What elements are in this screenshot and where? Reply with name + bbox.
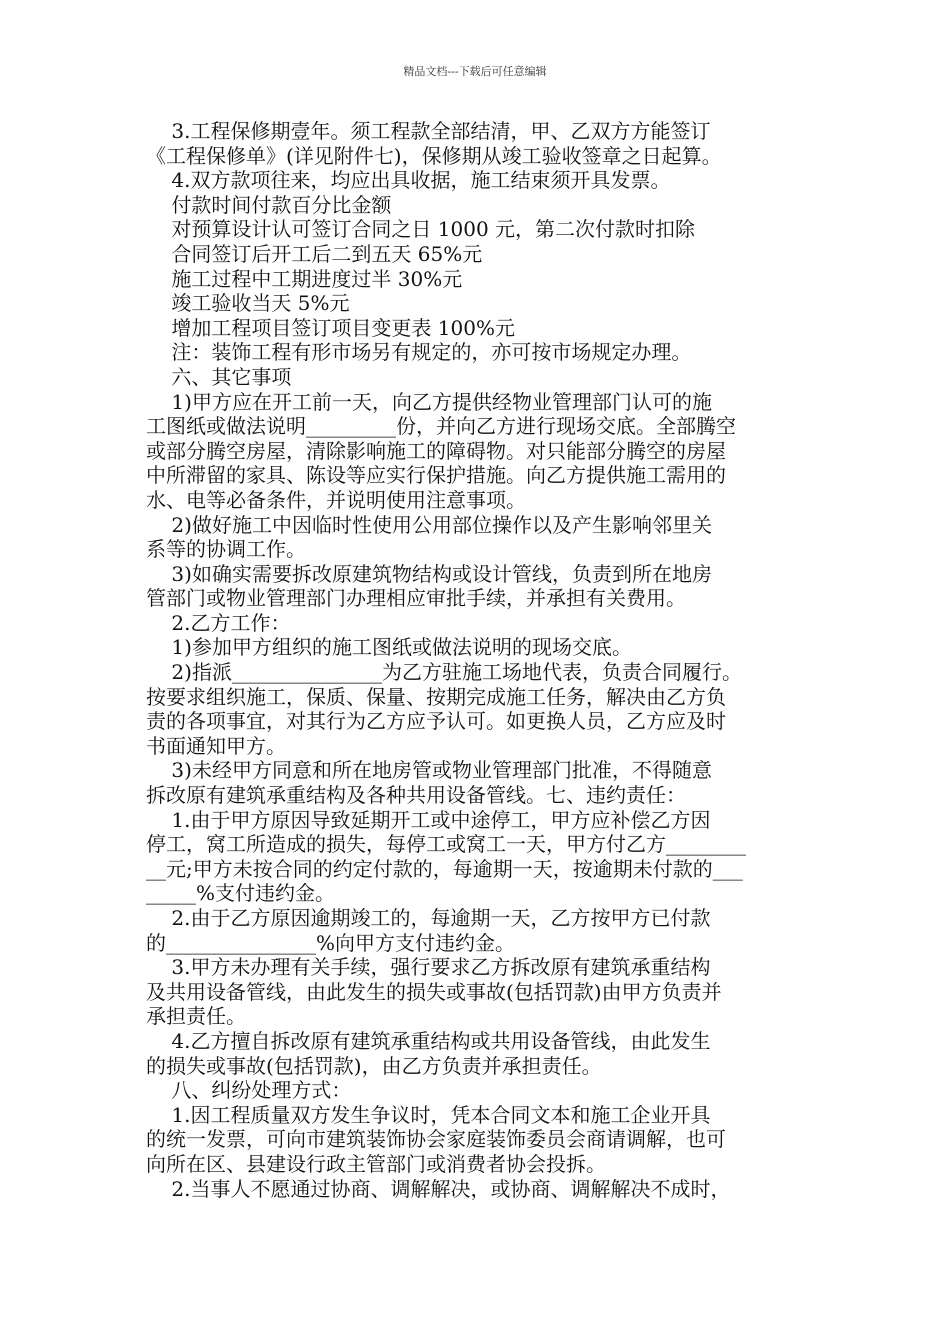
text-line: 2.由于乙方原因逾期竣工的，每逾期一天，乙方按甲方已付款 xyxy=(146,906,711,930)
text-line: 4.乙方擅自拆改原有建筑承重结构或共用设备管线，由此发生 xyxy=(146,1028,711,1053)
text-line: 付款时间付款百分比金额 xyxy=(146,192,392,217)
text-line: 1)参加甲方组织的施工图纸或做法说明的现场交底。 xyxy=(146,635,632,660)
text-line: 增加工程项目签订项目变更表 100%元 xyxy=(146,315,515,340)
text-line: 八、纠纷处理方式： xyxy=(146,1078,352,1103)
text-line: 管部门或物业管理部门办理相应审批手续，并承担有关费用。 xyxy=(146,586,686,611)
text-line: 2.当事人不愿通过协商、调解解决，或协商、调解解决不成时， xyxy=(146,1176,731,1201)
text-line: 及共用设备管线，由此发生的损失或事故(包括罚款)由甲方负责并 xyxy=(146,979,722,1004)
text-line: 六、其它事项 xyxy=(146,364,292,389)
text-line: _____%支付违约金。 xyxy=(146,881,336,906)
text-line: 1.因工程质量双方发生争议时，凭本合同文本和施工企业开具 xyxy=(146,1102,711,1127)
text-line: 的损失或事故(包括罚款)，由乙方负责并承担责任。 xyxy=(146,1053,602,1078)
text-line: 3.甲方未办理有关手续，强行要求乙方拆改原有建筑承重结构 xyxy=(146,955,711,980)
page-header: 精品文档---下载后可任意编辑 xyxy=(403,65,547,78)
text-line: 拆改原有建筑承重结构及各种共用设备管线。七、违约责任： xyxy=(146,783,686,808)
text-line: 3)未经甲方同意和所在地房管或物业管理部门批准，不得随意 xyxy=(146,758,712,783)
text-line: 1)甲方应在开工前一天，向乙方提供经物业管理部门认可的施 xyxy=(146,389,712,414)
text-line: 合同签订后开工后二到五天 65%元 xyxy=(146,241,483,266)
text-line: 按要求组织施工，保质、保量、按期完成施工任务，解决由乙方负 xyxy=(146,684,726,709)
text-line: 3.工程保修期壹年。须工程款全部结清，甲、乙双方方能签订 xyxy=(146,119,711,143)
text-line: 《工程保修单》(详见附件七)，保修期从竣工验收签章之日起算。 xyxy=(146,143,722,168)
text-line: 2.乙方工作： xyxy=(146,610,291,635)
text-line: 3)如确实需要拆改原建筑物结构或设计管线，负责到所在地房 xyxy=(146,561,712,586)
text-line: 的_______________%向甲方支付违约金。 xyxy=(146,930,516,955)
text-line: 书面通知甲方。 xyxy=(146,733,286,758)
text-line: 工图纸或做法说明_________份，并向乙方进行现场交底。全部腾空 xyxy=(146,414,736,439)
text-line: 施工过程中工期进度过半 30%元 xyxy=(146,266,463,291)
text-line: 的统一发票，可向市建筑装饰协会家庭装饰委员会商请调解，也可 xyxy=(146,1127,726,1152)
text-line: 水、电等必备条件，并说明使用注意事项。 xyxy=(146,487,526,512)
text-line: 向所在区、县建设行政主管部门或消费者协会投拆。 xyxy=(146,1151,606,1176)
text-line: 系等的协调工作。 xyxy=(146,537,306,562)
text-line: 或部分腾空房屋，清除影响施工的障碍物。对只能部分腾空的房屋 xyxy=(146,438,726,463)
text-line: 4.双方款项往来，均应出具收据，施工结束须开具发票。 xyxy=(146,168,671,193)
document-body xyxy=(146,119,818,1201)
text-line: 2)指派_______________为乙方驻施工场地代表，负责合同履行。 xyxy=(146,660,742,685)
text-line: 中所滞留的家具、陈设等应实行保护措施。向乙方提供施工需用的 xyxy=(146,463,726,488)
text-line: 对预算设计认可签订合同之日 1000 元，第二次付款时扣除 xyxy=(146,217,696,242)
text-line: 1.由于甲方原因导致延期开工或中途停工，甲方应补偿乙方因 xyxy=(146,807,711,832)
text-line: 停工，窝工所造成的损失，每停工或窝工一天，甲方付乙方________ xyxy=(146,832,746,857)
text-line: 竣工验收当天 5%元 xyxy=(146,291,350,316)
text-line: 2)做好施工中因临时性使用公用部位操作以及产生影响邻里关 xyxy=(146,512,712,537)
text-line: 承担责任。 xyxy=(146,1004,246,1029)
text-line: 注：装饰工程有形市场另有规定的，亦可按市场规定办理。 xyxy=(146,340,692,365)
text-line: 责的各项事宜，对其行为乙方应予认可。如更换人员，乙方应及时 xyxy=(146,709,726,734)
text-line: __元;甲方未按合同的约定付款的，每逾期一天，按逾期未付款的___ xyxy=(146,856,743,881)
